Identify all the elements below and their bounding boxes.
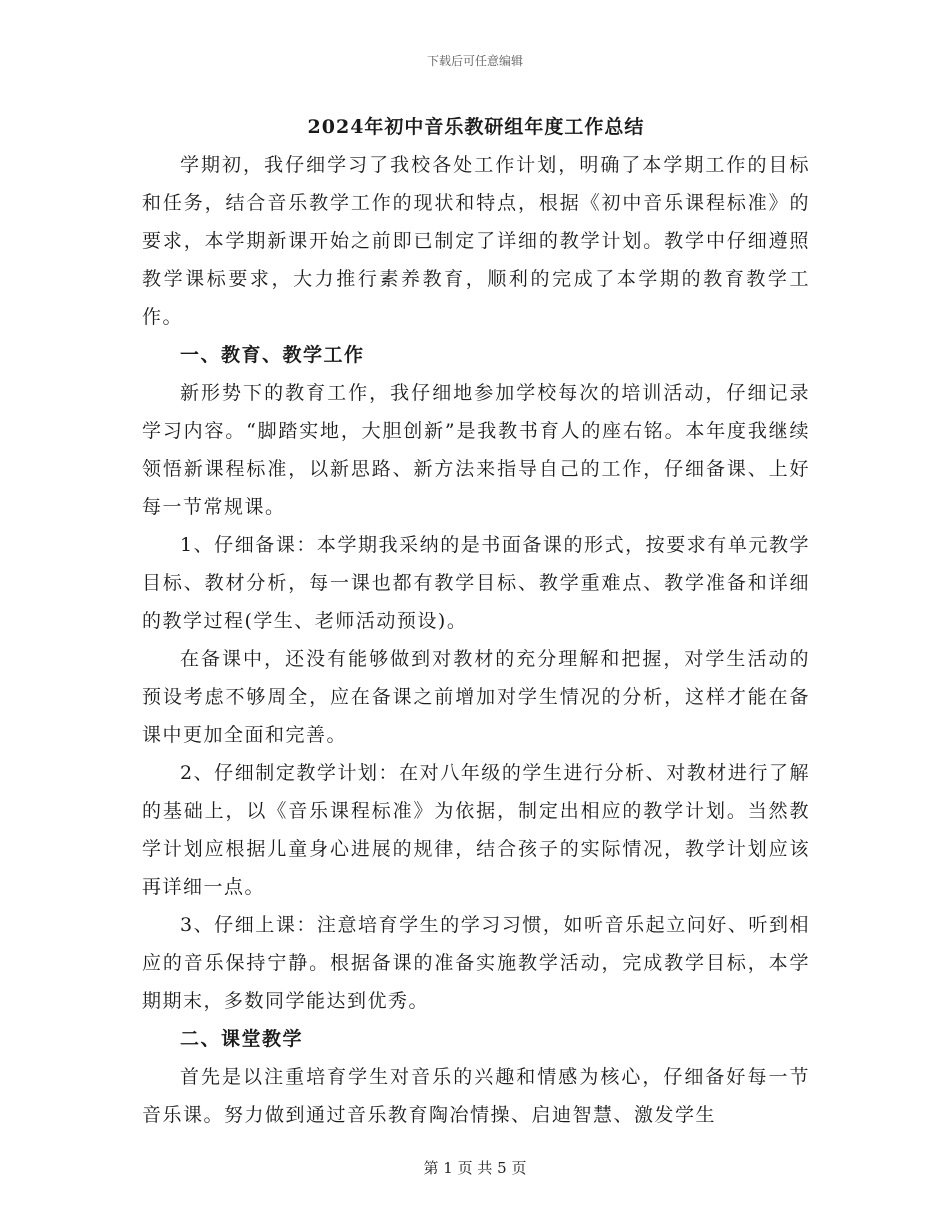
paragraph-6: 首先是以注重培育学生对音乐的兴趣和情感为核心，仔细备好每一节音乐课。努力做到通过音乐教育陶冶情操、启迪智慧、激发学生 xyxy=(142,1066,810,1126)
paragraph-1: 新形势下的教育工作，我仔细地参加学校每次的培训活动，仔细记录学习内容。“脚踏实地，大胆创新”是我教书育人的座右铭。本年度我继续领悟新课程标准，以新思路、新方法来指导自己的工作，仔细备课、上好每一节常规课。 xyxy=(142,382,810,518)
document-body xyxy=(142,112,810,1134)
paragraph-2: 1、仔细备课：本学期我采纳的是书面备课的形式，按要求有单元教学目标、教材分析，每一课也都有教学目标、教学重难点、教学准备和详细的教学过程(学生、老师活动预设)。 xyxy=(142,534,810,632)
header-note: 下载后可任意编辑 xyxy=(426,54,523,68)
section-heading-1: 一、教育、教学工作 xyxy=(180,344,365,366)
page-number: 第 1 页 共 5 页 xyxy=(423,1159,527,1177)
paragraph-3: 在备课中，还没有能够做到对教材的充分理解和把握，对学生活动的预设考虑不够周全，应在备课之前增加对学生情况的分析，这样才能在备课中更加全面和完善。 xyxy=(142,648,810,746)
paragraph-4: 2、仔细制定教学计划：在对八年级的学生进行分析、对教材进行了解的基础上，以《音乐课程标准》为依据，制定出相应的教学计划。当然教学计划应根据儿童身心进展的规律，结合孩子的实际情况，教学计划应该再详细一点。 xyxy=(142,762,810,898)
section-heading-2: 二、课堂教学 xyxy=(180,1028,304,1050)
paragraph-intro: 学期初，我仔细学习了我校各处工作计划，明确了本学期工作的目标和任务，结合音乐教学工作的现状和特点，根据《初中音乐课程标准》的要求，本学期新课开始之前即已制定了详细的教学计划。教学中仔细遵照教学课标要求，大力推行素养教育，顺利的完成了本学期的教育教学工作。 xyxy=(142,154,810,328)
document-title: 2024年初中音乐教研组年度工作总结 xyxy=(307,116,645,138)
paragraph-5: 3、仔细上课：注意培育学生的学习习惯，如听音乐起立问好、听到相应的音乐保持宁静。根据备课的准备实施教学活动，完成教学目标，本学期期末，多数同学能达到优秀。 xyxy=(142,914,810,1012)
